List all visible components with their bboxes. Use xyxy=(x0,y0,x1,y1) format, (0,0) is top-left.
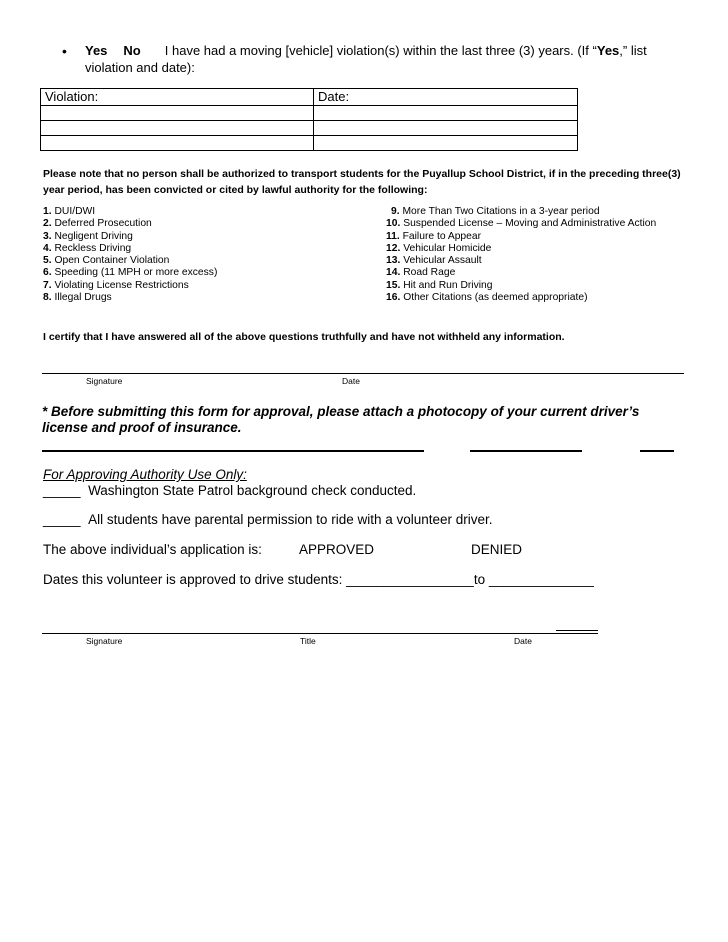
date-cell[interactable] xyxy=(314,106,578,121)
list-item: 5. Open Container Violation xyxy=(43,255,170,267)
approved-dates-row xyxy=(43,572,594,587)
divider xyxy=(640,450,674,452)
start-date-blank[interactable]: _________________ xyxy=(346,572,474,587)
signature-caption: Signature xyxy=(86,636,123,646)
list-item: 9. More Than Two Citations in a 3-year period xyxy=(391,206,600,217)
question-text: I have had a moving [vehicle] violation(s) within the last three (3) years. (If “ xyxy=(164,43,597,58)
denied-option[interactable]: DENIED xyxy=(471,542,523,557)
divider xyxy=(556,630,598,631)
date-column-header: Date: xyxy=(314,89,578,106)
blank-line[interactable]: _____ xyxy=(43,512,81,527)
signature-caption: Signature xyxy=(86,376,123,386)
title-caption: Title xyxy=(300,636,316,646)
list-item: 6. Speeding (11 MPH or more excess) xyxy=(43,267,218,279)
table-row xyxy=(41,136,578,151)
list-item: 13. Vehicular Assault xyxy=(386,255,482,267)
date-cell[interactable] xyxy=(314,121,578,136)
check-item-permission xyxy=(43,512,493,527)
list-item: 8. Illegal Drugs xyxy=(43,292,112,304)
certification-statement: I certify that I have answered all of the above questions truthfully and have not withheld any information. xyxy=(43,331,565,343)
approved-option[interactable]: APPROVED xyxy=(299,542,375,557)
list-item: 11. Failure to Appear xyxy=(386,230,482,242)
blank-line[interactable]: _____ xyxy=(43,483,81,498)
violation-cell[interactable] xyxy=(41,136,314,151)
list-item: 1. DUI/DWI xyxy=(43,206,96,217)
table-row xyxy=(41,106,578,121)
list-item: 15. Hit and Run Driving xyxy=(386,279,493,291)
check-item-background xyxy=(43,483,416,498)
divider xyxy=(42,450,424,452)
application-status-label: The above individual’s application is: xyxy=(43,542,262,557)
list-item: 14. Road Rage xyxy=(386,267,456,279)
divider xyxy=(470,450,582,452)
offense-list-left xyxy=(43,206,217,304)
dates-label: Dates this volunteer is approved to drive students: xyxy=(43,572,347,587)
offense-list-right xyxy=(386,206,656,304)
bullet-icon: • xyxy=(62,43,67,59)
no-option[interactable]: No xyxy=(123,43,141,58)
yes-option[interactable]: Yes xyxy=(85,43,108,58)
list-item: 2. Deferred Prosecution xyxy=(43,218,152,230)
question-text-end: ,” list xyxy=(619,43,647,58)
list-item: 3. Negligent Driving xyxy=(43,230,133,242)
attachment-warning: * Before submitting this form for approval, please attach a photocopy of your current driver’s license and proof of insurance. xyxy=(42,404,640,435)
approver-signature-line[interactable] xyxy=(42,633,598,634)
violation-table xyxy=(40,88,578,151)
end-date-blank[interactable]: ______________ xyxy=(488,572,594,587)
list-item: 7. Violating License Restrictions xyxy=(43,279,189,291)
table-header-row xyxy=(41,89,578,106)
table-row xyxy=(41,121,578,136)
signature-line[interactable] xyxy=(42,373,684,374)
approving-authority-header: For Approving Authority Use Only: xyxy=(43,467,247,482)
list-item: 4. Reckless Driving xyxy=(43,242,132,254)
violation-cell[interactable] xyxy=(41,121,314,136)
authorization-note: Please note that no person shall be authorized to transport students for the Puyallup School District, if in the preceding three(3) year period, has been convicted or cited by lawful authority for the following: xyxy=(43,168,681,196)
violation-cell[interactable] xyxy=(41,106,314,121)
list-item: 16. Other Citations (as deemed appropriate) xyxy=(386,292,588,304)
question-yes-word: Yes xyxy=(596,43,620,58)
violation-question xyxy=(85,43,647,58)
check-item-label: Washington State Patrol background check conducted. xyxy=(88,483,417,498)
date-caption: Date xyxy=(514,636,532,646)
date-cell[interactable] xyxy=(314,136,578,151)
date-caption: Date xyxy=(342,376,360,386)
list-item: 12. Vehicular Homicide xyxy=(386,242,492,254)
dates-to-label: to xyxy=(473,572,489,587)
check-item-label: All students have parental permission to ride with a volunteer driver. xyxy=(88,512,493,527)
violation-column-header: Violation: xyxy=(41,89,314,106)
list-item: 10. Suspended License – Moving and Administrative Action xyxy=(386,218,657,230)
question-line2: violation and date): xyxy=(85,60,195,75)
